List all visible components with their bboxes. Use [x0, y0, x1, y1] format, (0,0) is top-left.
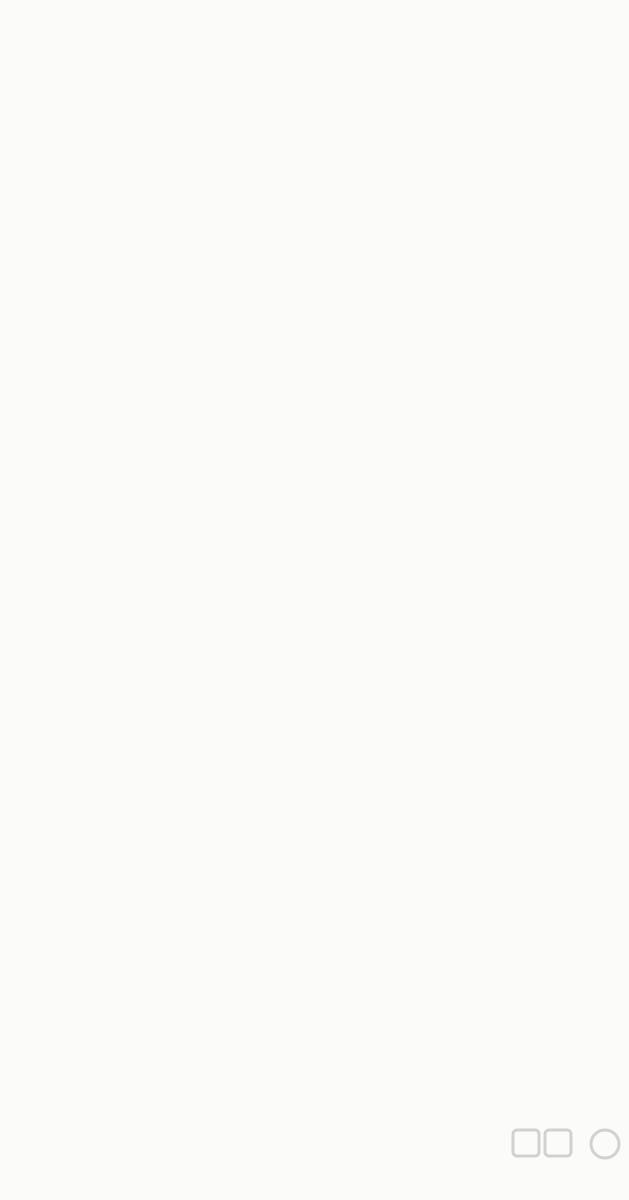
essay-title: [62, 96, 582, 113]
watermark-logo: [509, 1124, 621, 1186]
unit5-heading: [62, 117, 582, 136]
answer-page: [62, 93, 582, 138]
sample-essay: [62, 96, 582, 113]
